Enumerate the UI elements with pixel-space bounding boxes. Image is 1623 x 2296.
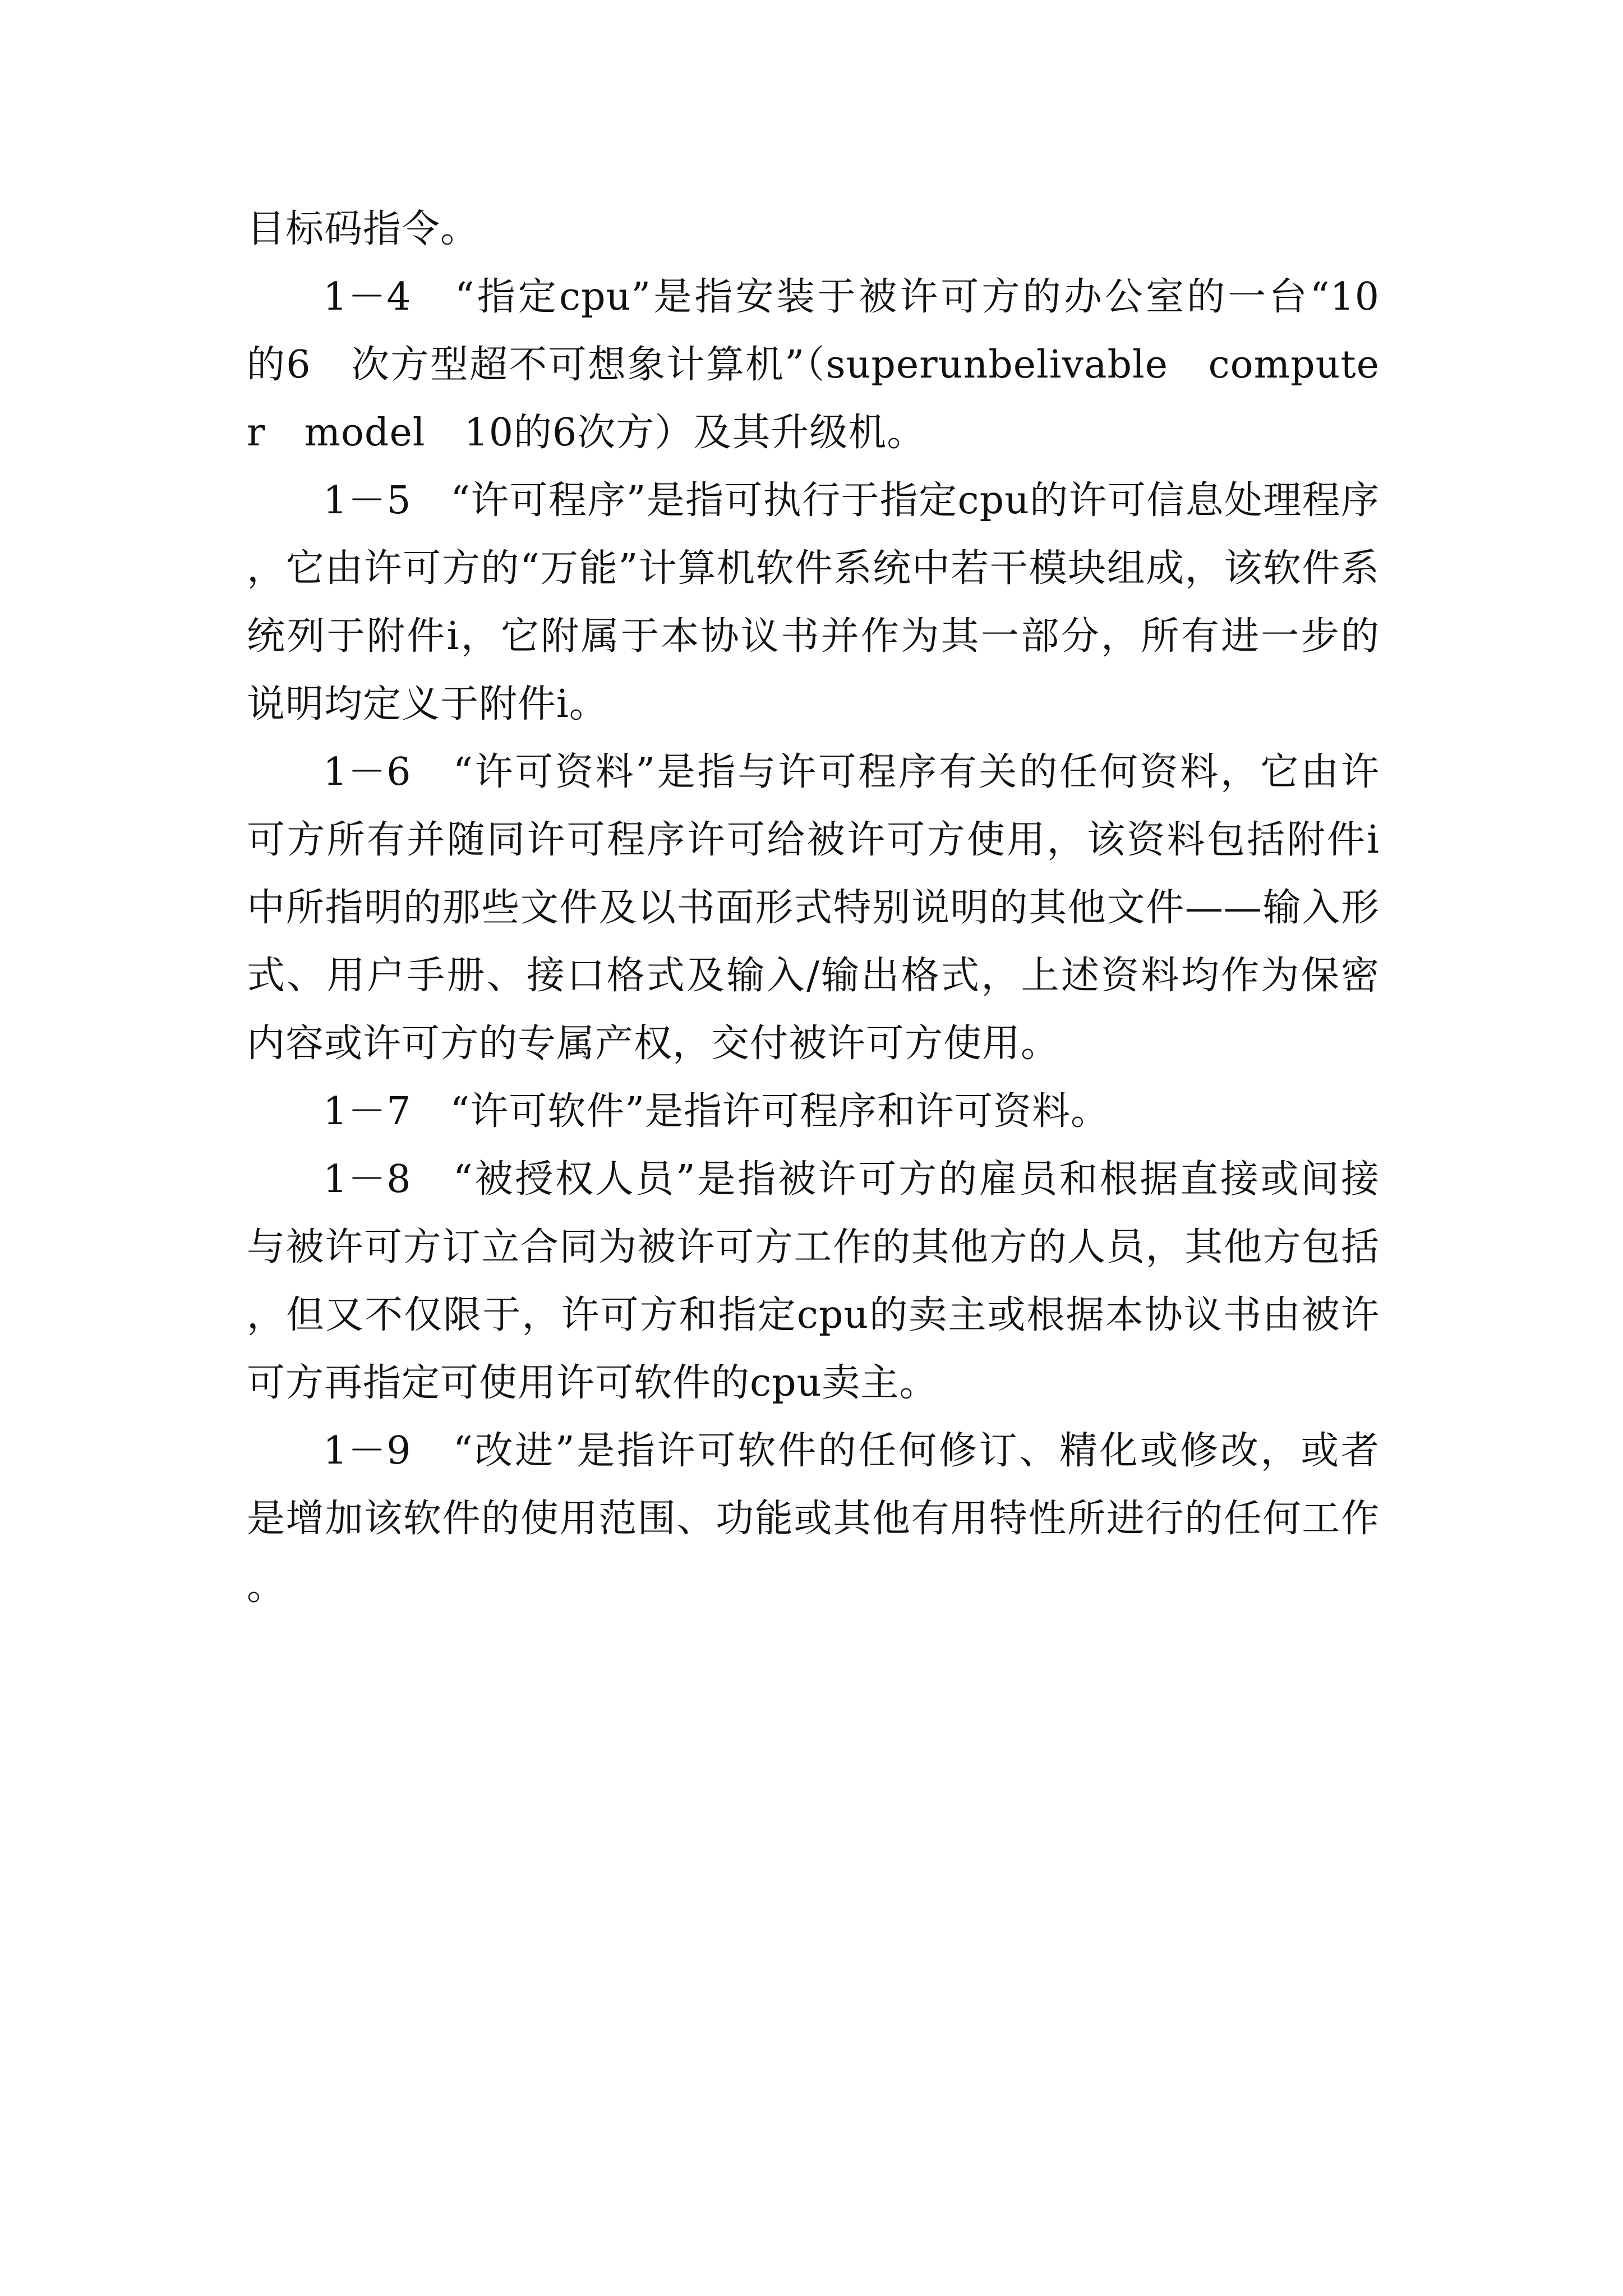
paragraph-1-6: 1－6 “许可资料”是指与许可程序有关的任何资料，它由许可方所有并随同许可程序许可给被许可方使用，该资料包括附件i中所指明的那些文件及以书面形式特别说明的其他文件——输入形式、用户手册、接口格式及输入/输出格式，上述资料均作为保密内容或许可方的专属产权，交付被许可方使用。 [247,750,1380,1066]
paragraph-1-5: 1－5 “许可程序”是指可执行于指定cpu的许可信息处理程序，它由许可方的“万能”计算机软件系统中若干模块组成，该软件系统列于附件i，它附属于本协议书并作为其一部分，所有进一步的说明均定义于附件i。 [247,478,1380,726]
paragraph-continuation: 目标码指令。 [247,207,479,251]
document-body [247,195,1419,1621]
paragraph-1-7: 1－7 “许可软件”是指许可程序和许可资料。 [323,1089,1110,1134]
paragraph-1-9: 1－9 “改进”是指许可软件的任何修订、精化或修改，或者是增加该软件的使用范围、功能或其他有用特性所进行的任何工作。 [247,1429,1380,1609]
paragraph-1-8: 1－8 “被授权人员”是指被许可方的雇员和根据直接或间接与被许可方订立合同为被许可方工作的其他方的人员，其他方包括，但又不仅限于，许可方和指定cpu的卖主或根据本协议书由被许可方再指定可使用许可软件的cpu卖主。 [247,1157,1380,1405]
paragraph-1-4: 1－4 “指定cpu”是指安装于被许可方的办公室的一台“10 的6 次方型超不可想象计算机”（superunbelivable computer model 10的6次方）及其升级机。 [247,275,1419,455]
